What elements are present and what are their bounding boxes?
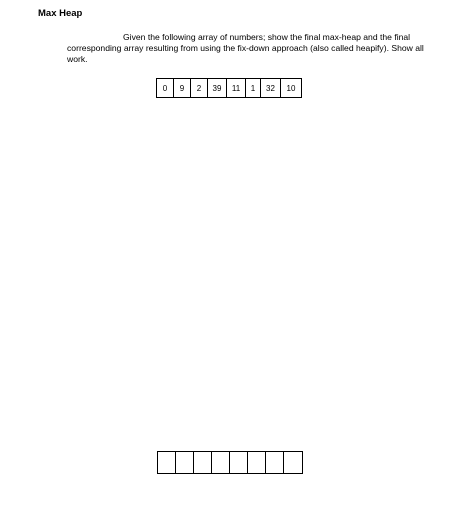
answer-array-cell[interactable] [212, 452, 230, 473]
given-array-cell: 11 [227, 79, 246, 97]
answer-array-cell[interactable] [194, 452, 212, 473]
given-array [156, 78, 302, 98]
given-array-cell: 1 [246, 79, 261, 97]
problem-instructions: Given the following array of numbers; show the final max-heap and the final corresponding array resulting from using the fix-down approach (also called heapify). Show all work. [67, 32, 424, 64]
given-array-cell: 9 [174, 79, 191, 97]
answer-array[interactable] [157, 451, 303, 474]
page-title: Max Heap [38, 8, 83, 19]
answer-array-cell[interactable] [158, 452, 176, 473]
given-array-cell: 32 [261, 79, 281, 97]
answer-array-cell[interactable] [284, 452, 302, 473]
answer-array-cell[interactable] [230, 452, 248, 473]
given-array-cell: 39 [208, 79, 227, 97]
answer-array-cell[interactable] [248, 452, 266, 473]
given-array-cell: 0 [157, 79, 174, 97]
given-array-cell: 2 [191, 79, 208, 97]
answer-array-cell[interactable] [266, 452, 284, 473]
given-array-cell: 10 [286, 83, 296, 93]
answer-array-cell[interactable] [176, 452, 194, 473]
